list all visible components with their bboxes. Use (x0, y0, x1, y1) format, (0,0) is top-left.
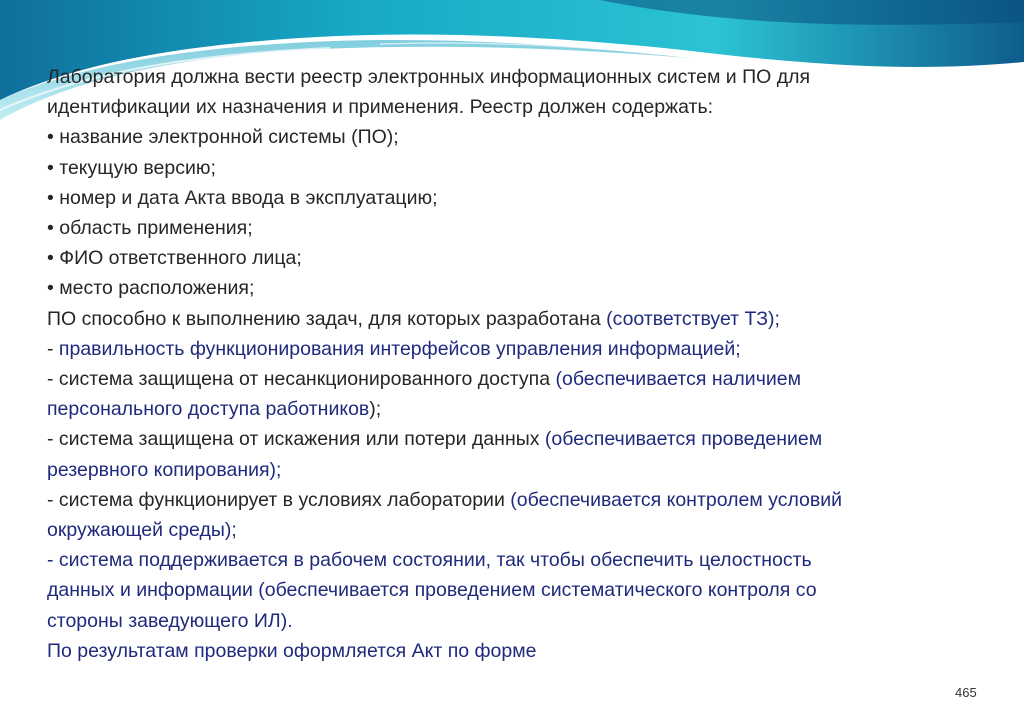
po-capability-note: (соответствует ТЗ); (606, 307, 780, 330)
dash-item-2 (47, 364, 987, 394)
dash-item-4 (47, 485, 987, 515)
dash-item-2-text: - система защищена от несанкционированного доступа (47, 368, 556, 391)
dash-item-2-end: ); (369, 398, 382, 421)
dash-item-3 (47, 424, 987, 454)
dash-item-5-cont: данных и информации (обеспечивается проведением систематического контроля со (47, 579, 817, 602)
dash-item-2-note: (обеспечивается наличием (555, 368, 802, 391)
dash-item-4-text: - система функционирует в условиях лаборатории (47, 488, 511, 511)
bullet-item: • область применения; (47, 217, 253, 240)
closing-line: По результатам проверки оформляется Акт по форме (47, 639, 537, 662)
page-number: 465 (955, 685, 977, 700)
po-capability-text: ПО способно к выполнению задач, для которых разработана (47, 307, 607, 330)
po-capability-line (47, 304, 987, 334)
dash-item-3-text: - система защищена от искажения или потери данных (47, 428, 545, 451)
bullet-item: • текущую версию; (47, 156, 216, 179)
bullet-item: • номер и дата Акта ввода в эксплуатацию; (47, 186, 438, 209)
bullet-item: • название электронной системы (ПО); (47, 126, 399, 149)
dash-item-5-cont: стороны заведующего ИЛ). (47, 609, 293, 632)
dash-item-4-note: (обеспечивается контролем условий (510, 488, 843, 511)
dash-item-1-prefix: - (47, 337, 59, 360)
dash-item-1-text: правильность функционирования интерфейсов управления информацией; (58, 337, 741, 360)
slide-body (47, 62, 987, 666)
bullet-item: • место расположения; (47, 277, 255, 300)
dash-item-4-cont: окружающей среды); (47, 519, 237, 542)
dash-item-2-cont (47, 394, 987, 424)
dash-item-3-cont: резервного копирования); (47, 458, 282, 481)
dash-item-1 (47, 334, 987, 364)
intro-line-1: Лаборатория должна вести реестр электронных информационных систем и ПО для (47, 66, 811, 88)
dash-item-2-note-cont: персонального доступа работников (47, 398, 370, 421)
bullet-item: • ФИО ответственного лица; (47, 247, 302, 270)
intro-line-2: идентификации их назначения и применения. Реестр должен содержать: (47, 96, 714, 119)
dash-item-5: - система поддерживается в рабочем состоянии, так чтобы обеспечить целостность (47, 549, 812, 572)
dash-item-3-note: (обеспечивается проведением (544, 428, 823, 451)
